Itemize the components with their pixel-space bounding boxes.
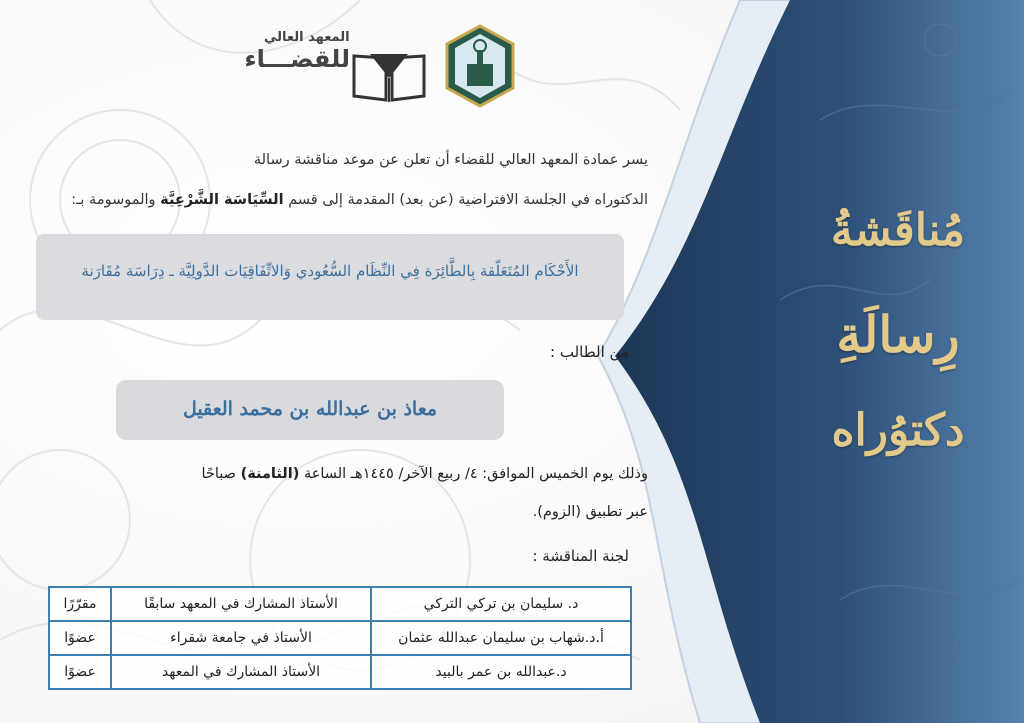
table-row <box>49 587 631 621</box>
schedule-hour: (الثامنة) <box>240 466 300 482</box>
member-position: الأستاذ المشارك في المعهد سابقًا <box>111 587 371 621</box>
schedule-suffix: صباحًا <box>201 466 236 482</box>
member-role: مقرّرًا <box>49 587 111 621</box>
institute-logo-text <box>190 30 350 73</box>
member-role: عضوًا <box>49 621 111 655</box>
department-name: السِّيَاسَة الشَّرْعِيَّة <box>160 192 284 208</box>
thesis-title: الأَحْكَام المُتَعَلّقة بِالطَّائِرَة فِي النِّظَام السُّعُودي وَالاتِّفَاقِيَات الدَّولِيَّة ـ دِرَاسَة مُقَارَنة <box>81 262 579 280</box>
member-name: د.عبدالله بن عمر بالبيد <box>371 655 631 689</box>
student-name: معاذ بن عبدالله بن محمد العقيل <box>182 398 438 420</box>
member-role: عضوًا <box>49 655 111 689</box>
institute-name-line2: للقضـــاء <box>244 45 350 73</box>
announcement-line2-prefix: الدكتوراه في الجلسة الافتراضية (عن بعد) المقدمة إلى قسم <box>288 192 648 208</box>
header-logos <box>190 24 530 108</box>
member-name: أ.د.شهاب بن سليمان عبدالله عثمان <box>371 621 631 655</box>
committee-label: لجنة المناقشة : <box>532 547 629 565</box>
committee-table <box>48 586 632 690</box>
institute-name-line1: المعهد العالي <box>264 30 350 45</box>
member-name: د. سليمان بن تركي التركي <box>371 587 631 621</box>
table-row <box>49 655 631 689</box>
announcement-line1: يسر عمادة المعهد العالي للقضاء أن تعلن عن موعد مناقشة رسالة <box>253 152 648 168</box>
member-position: الأستاذ في جامعة شقراء <box>111 621 371 655</box>
table-row <box>49 621 631 655</box>
title-word-discussion: مُناقَشةُ <box>830 205 966 256</box>
schedule-line <box>38 466 648 482</box>
title-word-thesis: رِسالَةِ <box>836 305 960 364</box>
title-word-doctorate: دكتوُراه <box>831 405 965 456</box>
member-position: الأستاذ المشارك في المعهد <box>111 655 371 689</box>
open-book-icon <box>350 48 428 104</box>
announcement-line2-suffix: والموسومة بـ: <box>71 192 156 208</box>
meeting-app-line: عبر تطبيق (الزوم). <box>532 504 648 520</box>
schedule-prefix: وذلك يوم الخميس الموافق: ٤/ ربيع الآخر/ ١٤٤٥هـ الساعة <box>303 466 648 482</box>
student-label: من الطالب : <box>550 343 629 361</box>
announcement-line2 <box>48 190 648 210</box>
university-emblem-icon <box>445 24 515 108</box>
